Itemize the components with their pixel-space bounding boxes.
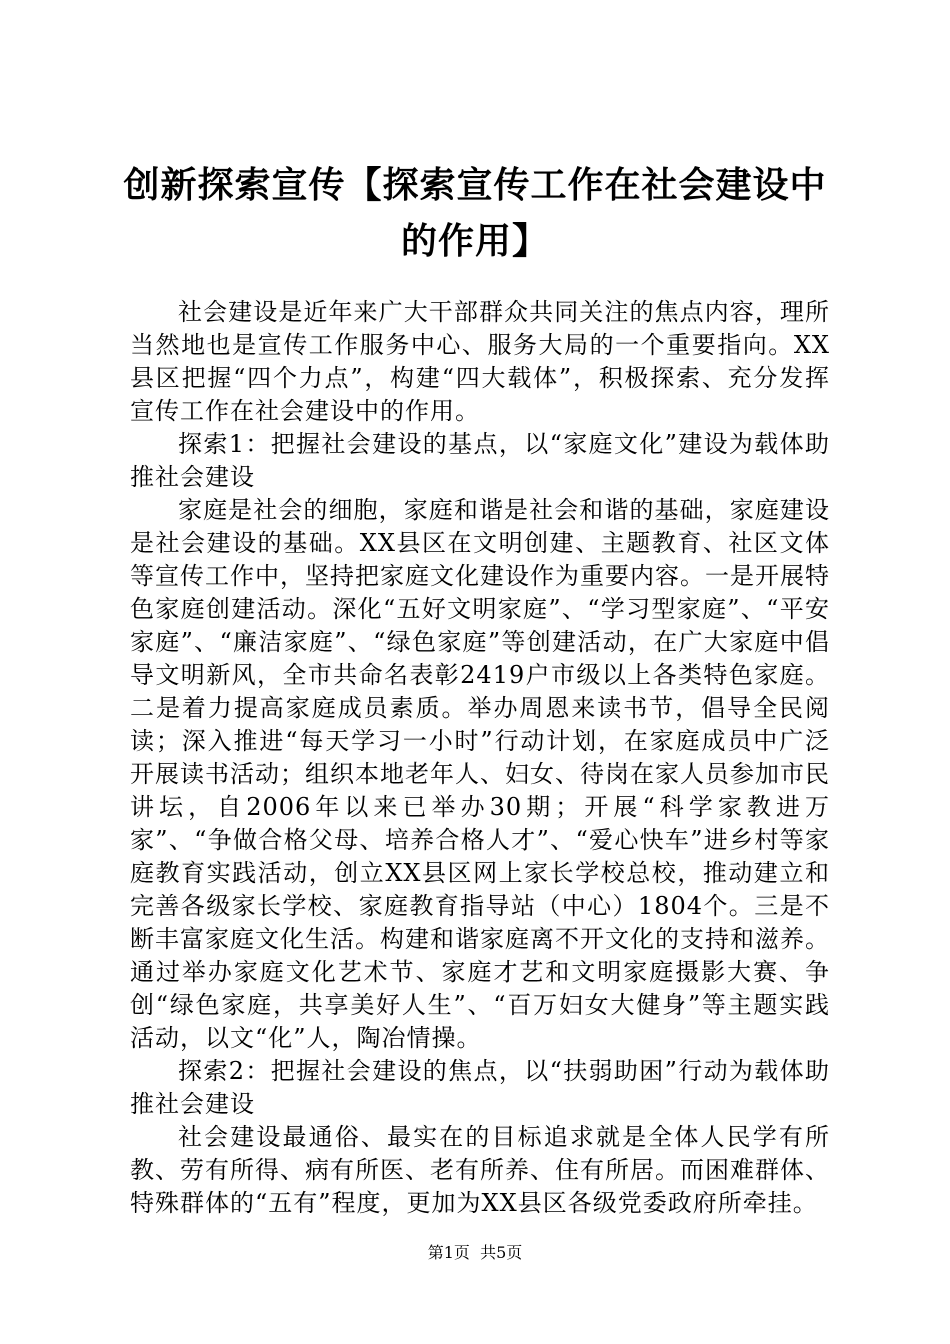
document-title: 创新探索宣传【探索宣传工作在社会建设中的作用】	[123, 165, 827, 262]
section-heading-1: 探索1：把握社会建设的基点，以“家庭文化”建设为载体助推社会建设	[130, 430, 830, 491]
paragraph-family-culture: 家庭是社会的细胞，家庭和谐是社会和谐的基础，家庭建设是社会建设的基础。XX县区在文明创建、主题教育、社区文体等宣传工作中，坚持把家庭文化建设作为重要内容。一是开展特色家庭创建活动。深化“五好文明家庭”、“学习型家庭”、“平安家庭”、“廉洁家庭”、“绿色家庭”等创建活动，在广大家庭中倡导文明新风，全市共命名表彰2419户市级以上各类特色家庭。二是着力提高家庭成员素质。举办周恩来读书节，倡导全民阅读；深入推进“每天学习一小时”行动计划，在家庭成员中广泛开展读书活动；组织本地老年人、妇女、待岗在家人员参加市民讲坛，自2006年以来已举办30期；开展“科学家教进万家”、“争做合格父母、培养合格人才”、“爱心快车”进乡村等家庭教育实践活动，创立XX县区网上家长学校总校，推动建立和完善各级家长学校、家庭教育指导站（中心）1804个。三是不断丰富家庭文化生活。构建和谐家庭离不开文化的支持和滋养。通过举办家庭文化艺术节、家庭才艺和文明家庭摄影大赛、争创“绿色家庭，共享美好人生”、“百万妇女大健身”等主题实践活动，以文“化”人，陶冶情操。	[130, 496, 830, 1052]
page-footer	[0, 1243, 950, 1263]
section-heading-2: 探索2：把握社会建设的焦点，以“扶弱助困”行动为载体助推社会建设	[130, 1057, 830, 1118]
page-total: 共5页	[480, 1243, 523, 1262]
paragraph-support-vulnerable: 社会建设最通俗、最实在的目标追求就是全体人民学有所教、劳有所得、病有所医、老有所养、住有所居。而困难群体、特殊群体的“五有”程度，更加为XX县区各级党委政府所牵挂。	[130, 1123, 830, 1217]
document-body	[130, 296, 830, 1220]
page-number: 第1页	[427, 1243, 470, 1262]
paragraph-intro: 社会建设是近年来广大干部群众共同关注的焦点内容，理所当然地也是宣传工作服务中心、服务大局的一个重要指向。XX县区把握“四个力点”，构建“四大载体”，积极探索、充分发挥宣传工作在社会建设中的作用。	[130, 298, 830, 425]
